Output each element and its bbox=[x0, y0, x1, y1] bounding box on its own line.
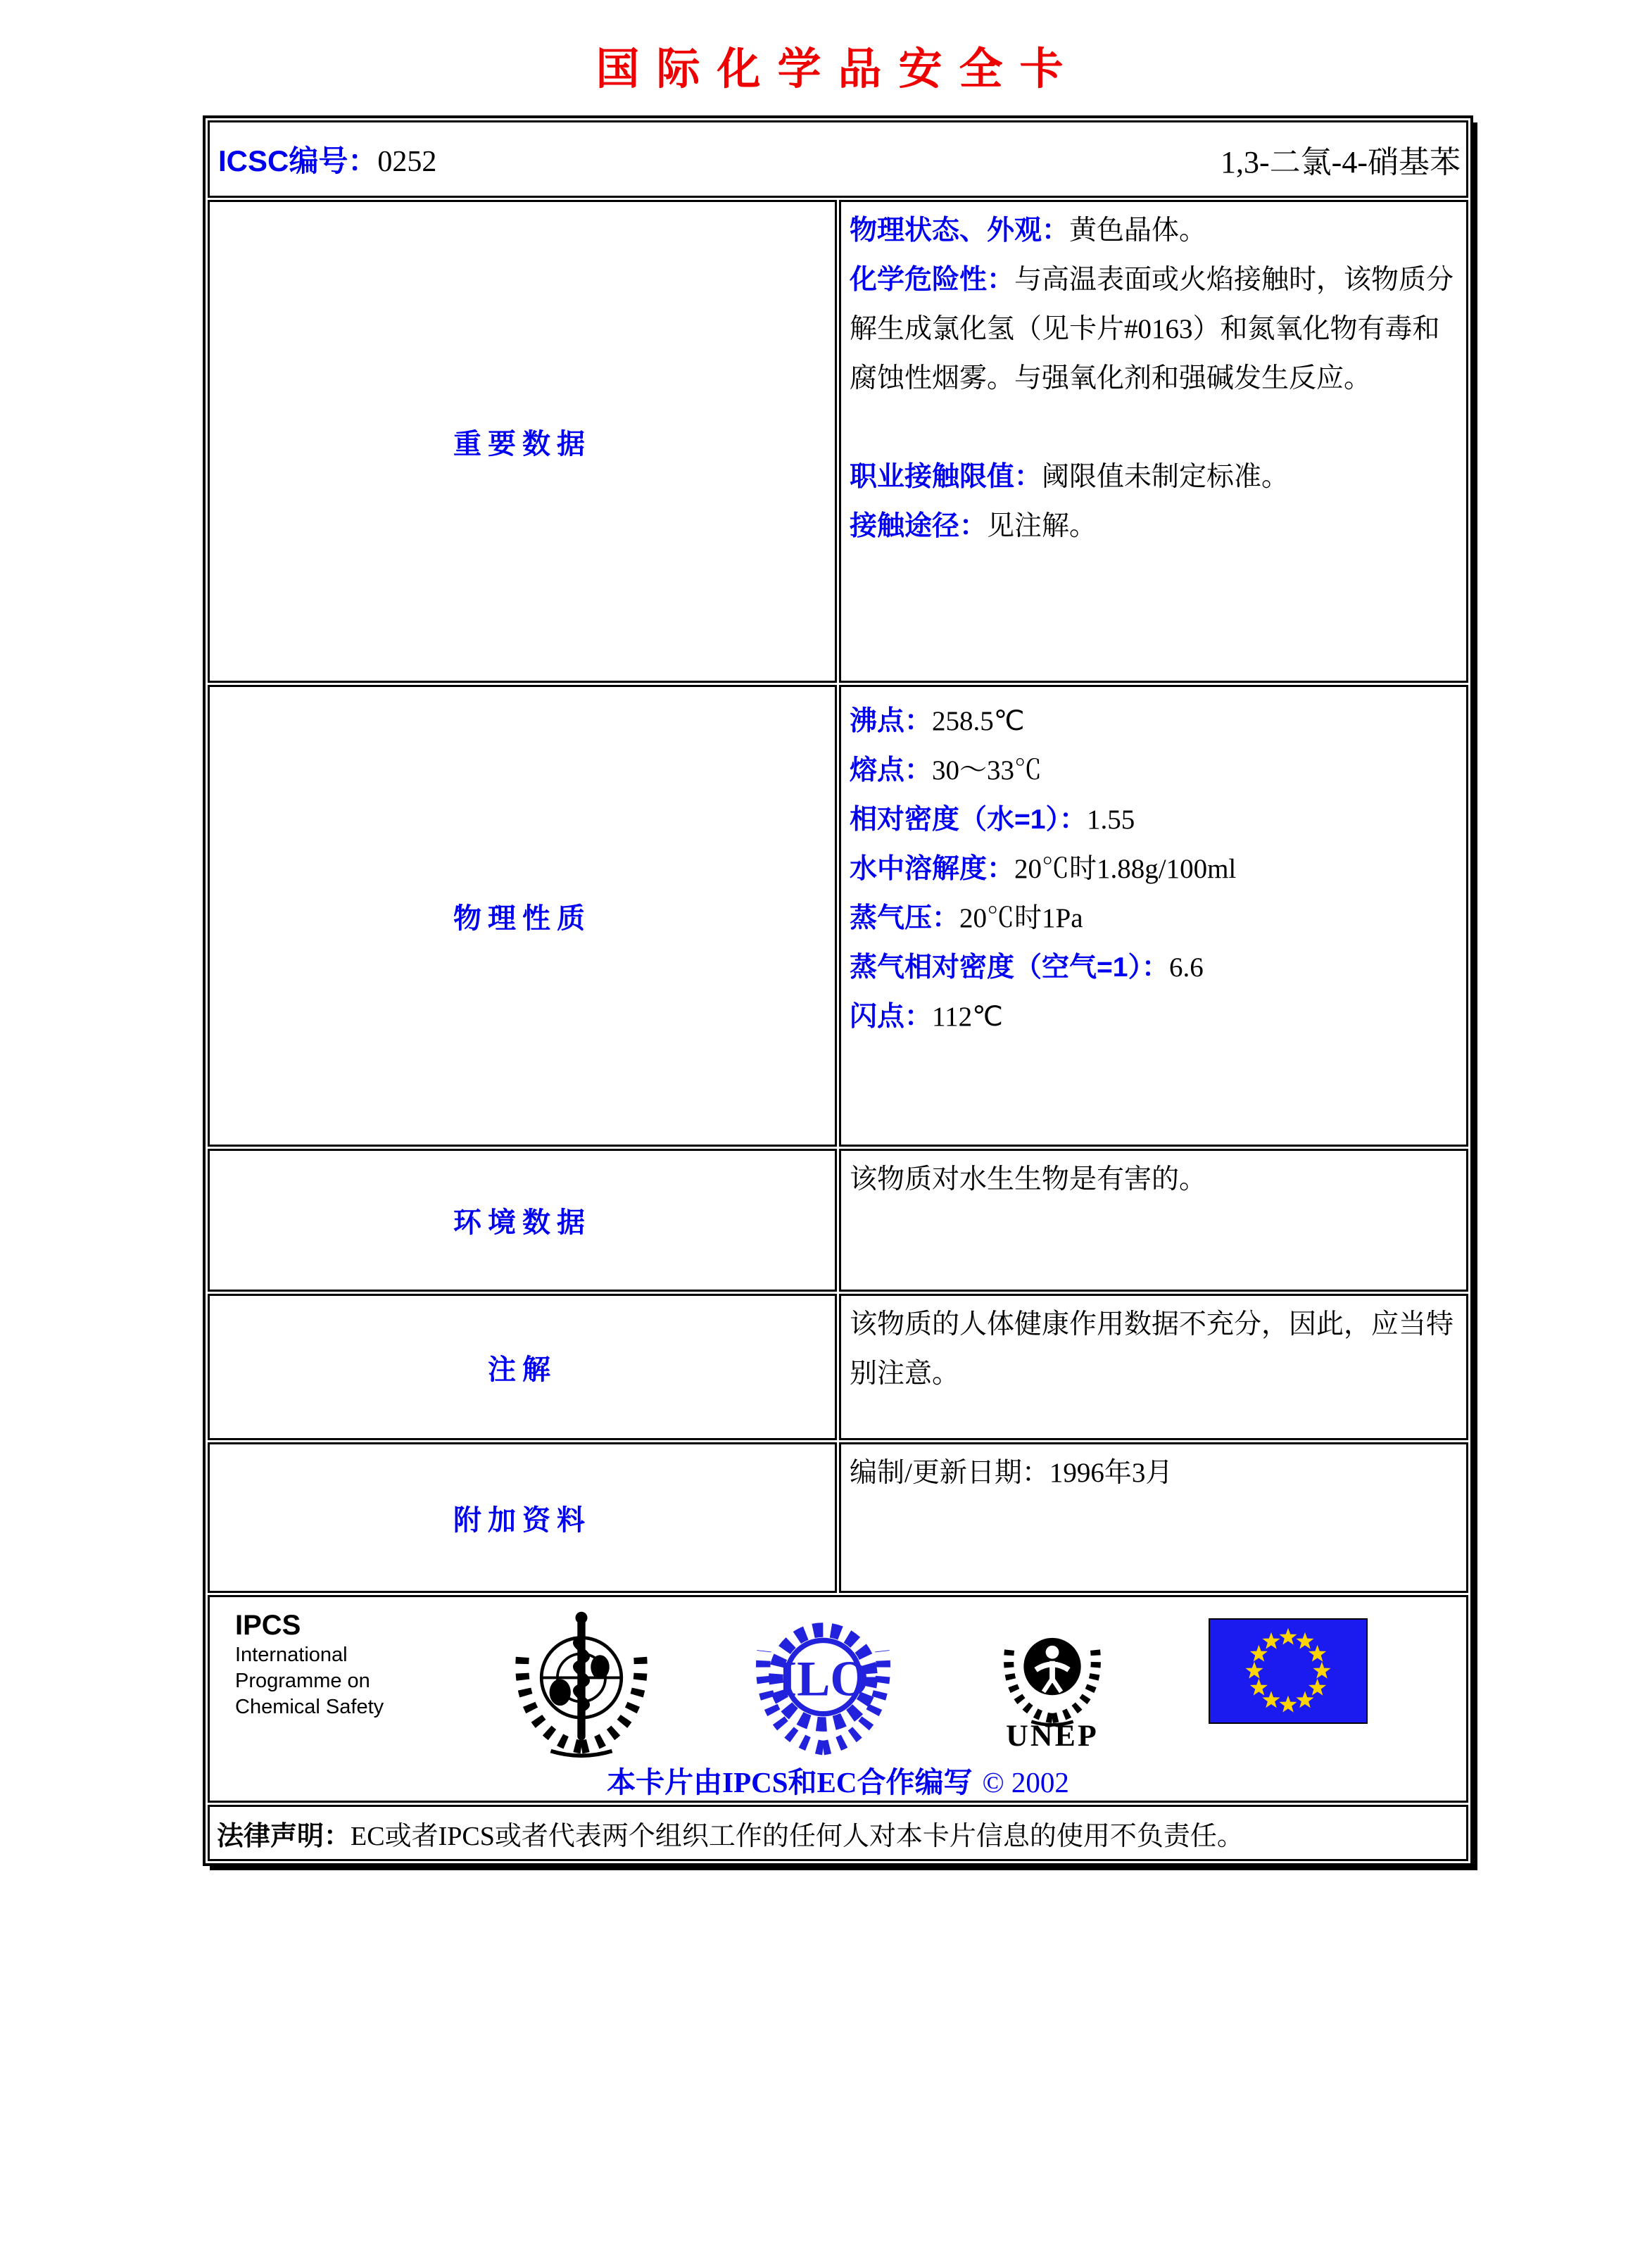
field-line bbox=[850, 894, 1455, 943]
field-key: 职业接触限值： bbox=[850, 462, 1042, 492]
unep-logo-icon bbox=[992, 1608, 1113, 1758]
field-value: 黄色晶体。 bbox=[1069, 215, 1207, 246]
section-label-environmental-data: 环境数据 bbox=[208, 1149, 837, 1292]
credit-caption: 本卡片由IPCS和EC合作编写 bbox=[607, 1766, 973, 1798]
field-value: 20℃时1.88g/100ml bbox=[1014, 854, 1237, 884]
field-key: 物理状态、外观： bbox=[850, 215, 1070, 246]
field-line bbox=[850, 795, 1455, 845]
ipcs-subtitle-line: Programme on bbox=[235, 1670, 370, 1692]
icsc-card-table bbox=[203, 115, 1473, 1866]
header-cell bbox=[208, 120, 1468, 198]
ilo-logo-icon bbox=[751, 1608, 895, 1756]
row-environmental-data bbox=[208, 1149, 1468, 1292]
field-value: 258.5℃ bbox=[932, 706, 1025, 736]
document-body bbox=[203, 0, 1473, 1866]
ipcs-subtitle-line: Chemical Safety bbox=[235, 1696, 384, 1718]
field-key: 蒸气相对密度（空气=1）： bbox=[850, 952, 1169, 983]
field-value: 编制/更新日期：1996年3月 bbox=[850, 1458, 1173, 1488]
field-value: 6.6 bbox=[1168, 952, 1204, 983]
row-important-data bbox=[208, 200, 1468, 683]
page-title: 国际化学品安全卡 bbox=[595, 46, 1080, 94]
field-key: 相对密度（水=1）： bbox=[850, 805, 1087, 835]
field-value: 该物质对水生生物是有害的。 bbox=[850, 1164, 1207, 1195]
field-line bbox=[850, 1155, 1455, 1204]
field-line bbox=[850, 453, 1455, 502]
field-line bbox=[850, 845, 1455, 894]
chemical-name: 1,3-二氯-4-硝基苯 bbox=[1221, 145, 1461, 179]
row-additional-info bbox=[208, 1442, 1468, 1593]
section-label-notes: 注解 bbox=[208, 1294, 837, 1440]
legal-label: 法律声明： bbox=[217, 1821, 351, 1851]
icsc-number-label: ICSC编号： bbox=[218, 144, 378, 177]
unep-caption: UNEP bbox=[1005, 1719, 1099, 1753]
field-value: 20℃时1Pa bbox=[959, 903, 1083, 933]
field-value: 见注解。 bbox=[987, 511, 1097, 541]
section-label-important-data: 重要数据 bbox=[208, 200, 837, 683]
logos-cell bbox=[208, 1595, 1468, 1803]
credit-line bbox=[210, 1759, 1466, 1801]
icsc-number-group bbox=[218, 138, 436, 180]
field-key: 熔点： bbox=[850, 755, 933, 786]
field-value: 阈限值未制定标准。 bbox=[1042, 462, 1290, 492]
who-logo-icon bbox=[507, 1608, 655, 1758]
field-line bbox=[850, 502, 1455, 551]
section-content-important-data bbox=[839, 200, 1468, 683]
header-row bbox=[208, 120, 1468, 198]
field-line bbox=[850, 1449, 1455, 1498]
icsc-number-value: 0252 bbox=[377, 146, 437, 178]
section-label-additional-info: 附加资料 bbox=[208, 1442, 837, 1593]
field-key: 接触途径： bbox=[850, 511, 988, 541]
svg-text:ILO: ILO bbox=[777, 1651, 869, 1707]
field-key: 沸点： bbox=[850, 706, 933, 736]
eu-flag-icon bbox=[1209, 1618, 1368, 1724]
field-line bbox=[850, 1300, 1455, 1399]
field-line bbox=[850, 746, 1455, 795]
field-key: 化学危险性： bbox=[850, 265, 1015, 295]
row-physical-properties bbox=[208, 685, 1468, 1147]
field-value: 30～33℃ bbox=[932, 755, 1042, 786]
legal-cell bbox=[208, 1805, 1468, 1861]
ipcs-subtitle-line: International bbox=[235, 1644, 348, 1666]
ipcs-text-block bbox=[235, 1608, 411, 1720]
section-content-physical-properties bbox=[839, 685, 1468, 1147]
section-content-notes bbox=[839, 1294, 1468, 1440]
row-legal bbox=[208, 1805, 1468, 1861]
section-content-environmental-data bbox=[839, 1149, 1468, 1292]
field-line bbox=[850, 256, 1455, 403]
field-key: 闪点： bbox=[850, 1002, 933, 1032]
section-content-additional-info bbox=[839, 1442, 1468, 1593]
field-value: 该物质的人体健康作用数据不充分，因此，应当特别注意。 bbox=[850, 1309, 1454, 1389]
field-key: 蒸气压： bbox=[850, 903, 960, 933]
field-key: 水中溶解度： bbox=[850, 854, 1015, 884]
field-value: 与高温表面或火焰接触时，该物质分解生成氯化氢（见卡片#0163）和氮氧化物有毒和腐蚀性烟雾。与强氧化剂和强碱发生反应。 bbox=[850, 265, 1454, 393]
field-value: 1.55 bbox=[1086, 805, 1135, 835]
field-line bbox=[850, 697, 1455, 746]
legal-text: EC或者IPCS或者代表两个组织工作的任何人对本卡片信息的使用不负责任。 bbox=[351, 1821, 1244, 1851]
section-label-physical-properties: 物理性质 bbox=[208, 685, 837, 1147]
ipcs-title: IPCS bbox=[235, 1610, 301, 1641]
field-value: 112℃ bbox=[932, 1002, 1003, 1032]
field-line bbox=[850, 943, 1455, 992]
row-logos bbox=[208, 1595, 1468, 1803]
field-line bbox=[850, 206, 1455, 256]
row-notes bbox=[208, 1294, 1468, 1440]
credit-copyright: © 2002 bbox=[982, 1766, 1069, 1798]
field-line bbox=[850, 992, 1455, 1042]
